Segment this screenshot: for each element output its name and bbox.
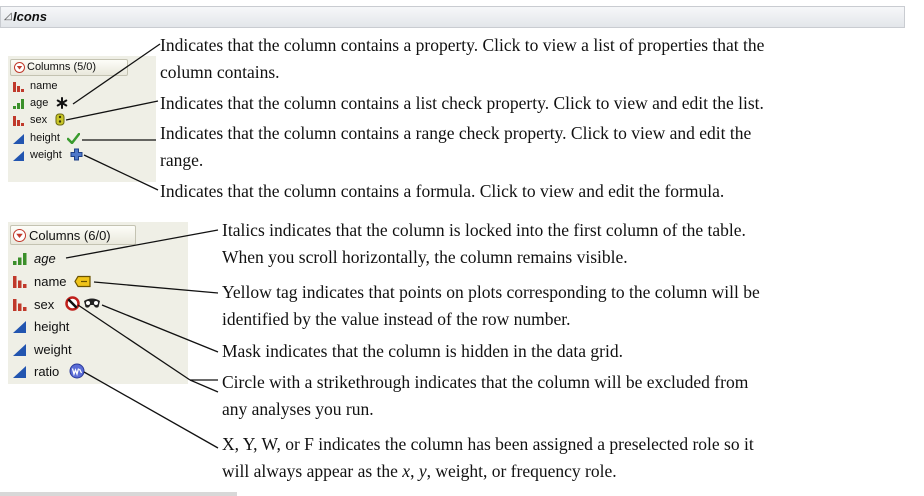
note-line: any analyses you run. — [222, 399, 374, 419]
column-name: height — [34, 319, 70, 334]
note-line: Italics indicates that the column is locked into the first column of the table. — [222, 220, 746, 240]
column-name: name — [30, 80, 58, 92]
column-name: weight — [30, 149, 62, 161]
note-line: Circle with a strikethrough indicates that the column will be excluded from — [222, 372, 749, 392]
note-line: When you scroll horizontally, the column remains visible. — [222, 247, 628, 267]
note-line: X, Y, W, or F indicates the column has been assigned a preselected role so it — [222, 434, 754, 454]
outline-title: Icons — [13, 9, 47, 24]
column-name: name — [34, 274, 67, 289]
note-line: column contains. — [160, 62, 280, 82]
columns-count-label: Columns (5/0) — [27, 61, 97, 73]
note-line: range. — [160, 150, 204, 170]
column-name: age — [34, 251, 56, 266]
note-line: Indicates that the column contains a range check property. Click to view and edit the — [160, 123, 752, 143]
column-name: ratio — [34, 364, 60, 379]
column-name: weight — [34, 342, 72, 357]
column-name: age — [30, 97, 49, 109]
disclosure-triangle-icon[interactable]: ◿ — [4, 11, 12, 22]
role-note-sep: , — [410, 461, 419, 481]
column-name: sex — [30, 114, 48, 126]
note-line: Indicates that the column contains a property. Click to view a list of properties that the — [160, 35, 765, 55]
column-name: sex — [34, 297, 55, 312]
columns-count-label: Columns (6/0) — [29, 228, 111, 243]
note-line: Yellow tag indicates that points on plots corresponding to the column will be — [222, 282, 760, 302]
note-line: Indicates that the column contains a formula. Click to view and edit the formula. — [160, 181, 725, 201]
role-note-y: y — [418, 461, 427, 481]
role-note-x: x — [402, 461, 411, 481]
note-line: identified by the value instead of the row number. — [222, 309, 571, 329]
role-note-pre: will always appear as the — [222, 461, 403, 481]
role-note-post: , weight, or frequency role. — [426, 461, 617, 481]
note-line: Mask indicates that the column is hidden in the data grid. — [222, 341, 623, 361]
bottom-scrollbar[interactable] — [0, 492, 237, 496]
note-line: Indicates that the column contains a list check property. Click to view and edit the list. — [160, 93, 764, 113]
column-name: height — [30, 132, 60, 144]
